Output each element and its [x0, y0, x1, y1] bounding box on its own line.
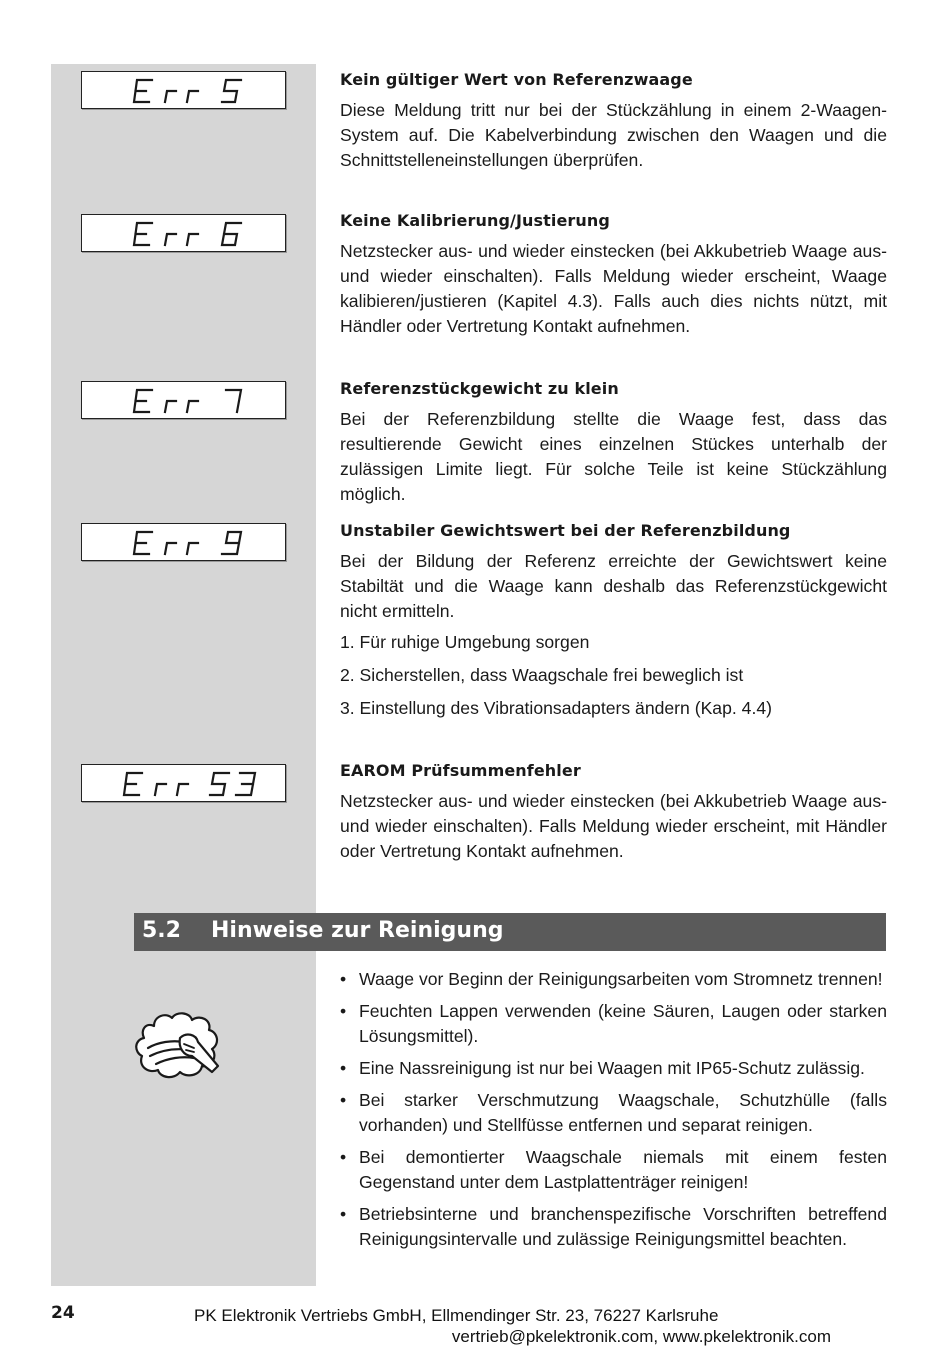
- seven-segment-err5: [82, 72, 287, 110]
- error-description: Netzstecker aus- und wieder einstecken (bei Akkubetrieb Waage aus- und wieder einschalten). Falls Meldung wieder erscheint, Waage kalibieren/justieren (Kapitel 4.3). Falls auch dies nichts nützt, mit Händler oder Vertretung Kontakt aufnehmen.: [340, 241, 887, 336]
- remedy-steps: [340, 630, 887, 721]
- list-item: • Betriebsinterne und branchenspezifische Vorschriften betreffend Reinigungsintervalle und zulässige Reinigungsmittel beachten.: [340, 1204, 887, 1249]
- error-title: Keine Kalibrierung/Justierung: [340, 211, 610, 230]
- error-title: Referenzstückgewicht zu klein: [340, 379, 619, 398]
- remedy-step: 3. Einstellung des Vibrationsadapters ändern (Kap. 4.4): [340, 698, 772, 718]
- error-entry-err6: [340, 211, 887, 339]
- error-description: Bei der Referenzbildung stellte die Waage fest, dass das resultierende Gewicht eines einzelnen Stückes unterhalb der zulässigen Limite liegt. Für solche Teile ist keine Stückzählung möglich.: [340, 409, 887, 504]
- error-display-err7: [81, 381, 286, 419]
- seven-segment-err9: [82, 524, 287, 562]
- error-title: Unstabiler Gewichtswert bei der Referenzbildung: [340, 521, 791, 540]
- error-description: Netzstecker aus- und wieder einstecken (bei Akkubetrieb Waage aus- und wieder einschalten). Falls Meldung wieder erscheint, mit Händler oder Vertretung Kontakt aufnehmen.: [340, 791, 887, 861]
- list-item: • Feuchten Lappen verwenden (keine Säuren, Laugen oder starken Lösungsmittel).: [340, 1001, 887, 1046]
- error-display-err9: [81, 523, 286, 561]
- section-number: 5.2: [142, 918, 181, 943]
- cleaning-instructions: [340, 967, 887, 1259]
- remedy-step: 1. Für ruhige Umgebung sorgen: [340, 632, 590, 652]
- error-display-err5: [81, 71, 286, 109]
- footer-contact: [425, 1327, 855, 1349]
- list-item: • Eine Nassreinigung ist nur bei Waagen mit IP65-Schutz zulässig.: [340, 1058, 865, 1078]
- error-description: Bei der Bildung der Referenz erreichte der Gewichtswert keine Stabiltät und die Waage kann deshalb das Referenzstückgewicht nicht ermitteln.: [340, 551, 887, 621]
- footer-contact-text: vertrieb@pkelektronik.com, www.pkelektronik.com: [451, 1327, 831, 1346]
- error-entry-err9: [340, 521, 887, 729]
- remedy-step: 2. Sicherstellen, dass Waagschale frei beweglich ist: [340, 665, 744, 685]
- seven-segment-err6: [82, 215, 287, 253]
- error-entry-err53: [340, 761, 887, 864]
- section-heading: [134, 913, 886, 951]
- seven-segment-err53: [82, 765, 287, 803]
- error-title: Kein gültiger Wert von Referenzwaage: [340, 70, 693, 89]
- error-title: EAROM Prüfsummenfehler: [340, 761, 581, 780]
- error-display-err53: [81, 764, 286, 802]
- section-title: Hinweise zur Reinigung: [211, 918, 504, 943]
- cleaning-hand-icon: [132, 1012, 224, 1084]
- seven-segment-err7: [82, 382, 287, 420]
- page-number: 24: [51, 1303, 75, 1323]
- error-description: Diese Meldung tritt nur bei der Stückzählung in einem 2-Waagen-System auf. Die Kabelverbindung zwischen den Waagen und die Schnittstelleneinstellungen überprüfen.: [340, 100, 887, 170]
- list-item: • Bei starker Verschmutzung Waagschale, Schutzhülle (falls vorhanden) und Stellfüsse entfernen und separat reinigen.: [340, 1090, 887, 1135]
- list-item: • Bei demontierter Waagschale niemals mit einem festen Gegenstand unter dem Lastplattenträger reinigen!: [340, 1147, 887, 1192]
- error-display-err6: [81, 214, 286, 252]
- error-entry-err5: [340, 70, 887, 173]
- error-entry-err7: [340, 379, 887, 507]
- footer-address: PK Elektronik Vertriebs GmbH, Ellmendinger Str. 23, 76227 Karlsruhe: [194, 1306, 719, 1325]
- list-item: • Waage vor Beginn der Reinigungsarbeiten vom Stromnetz trennen!: [340, 969, 883, 989]
